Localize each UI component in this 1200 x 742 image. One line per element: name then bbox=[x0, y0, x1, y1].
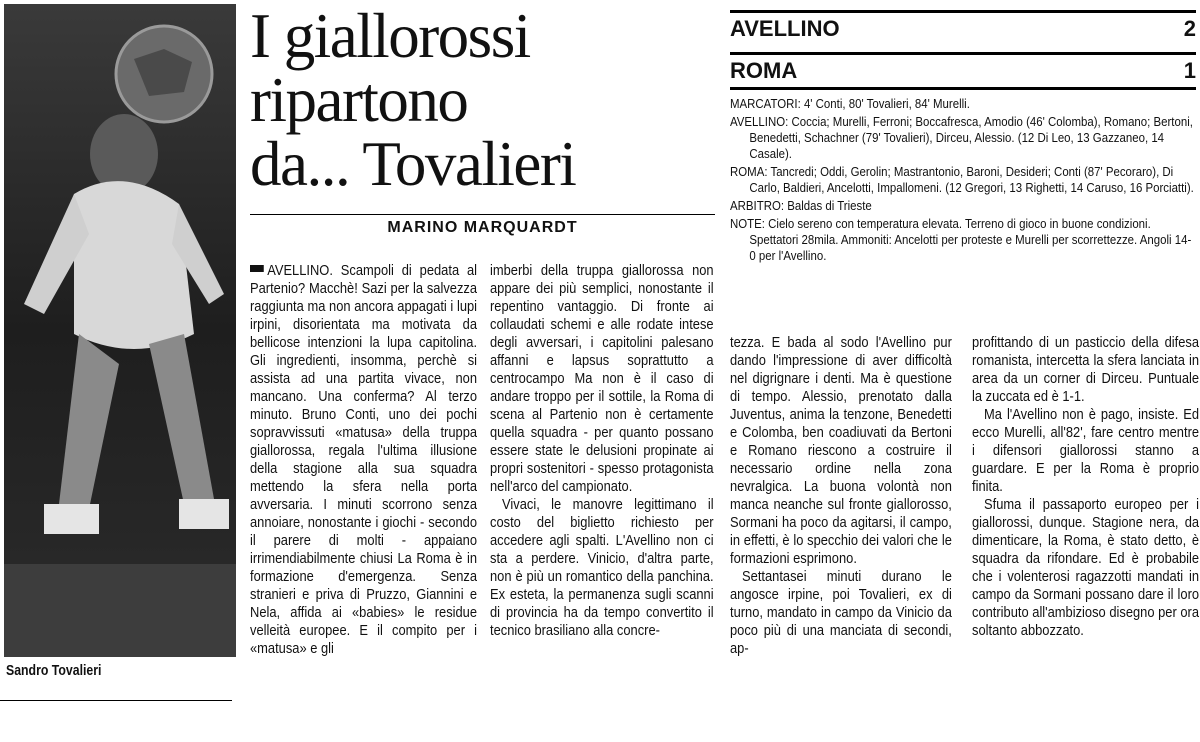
match-sheet-row: NOTE: Cielo sereno con temperatura elevata. Terreno di gioco in buone condizioni. Spettatori 28mila. Ammoniti: Ancelotti per proteste e Murelli per scorrettezze. Angoli 14-0 per l'Avellino. bbox=[730, 216, 1192, 263]
match-sheet-row: MARCATORI: 4' Conti, 80' Tovalieri, 84' Murelli. bbox=[730, 96, 970, 111]
team-score: 1 bbox=[1183, 58, 1196, 83]
section-marker-icon bbox=[250, 265, 264, 272]
headline bbox=[250, 1, 720, 199]
team-score: 2 bbox=[1183, 16, 1196, 41]
paragraph: Vivaci, le manovre legittimano il costo del biglietto richiesto per accedere agli spalti. L'Avellino non ci sta a perdere. Vinicio, d'altra parte, non è più un romantico della panchina. Ex esteta, la permanenza sugli scanni di provincia ha da tempo convertito il tecnico brasiliano alla concre- bbox=[490, 496, 714, 639]
headline-line: ripartono bbox=[250, 65, 468, 135]
match-sheet-row: ARBITRO: Baldas di Trieste bbox=[730, 198, 872, 213]
match-sheet bbox=[730, 96, 1196, 264]
paragraph: tezza. E bada al sodo l'Avellino pur dando l'impressione di aver difficoltà nel digrignare i denti. Ma è questione di tempo. Alessio, prenotato dalla Juventus, anima la tenzone, Benedetti e Colomba, ben coadiuvati da Bertoni e Romano riescono a costruire il necessario ordine nella zona nevralgica. La buona volontà non manca neanche sul fronte giallorosso, Sormani ha poco da agitarsi, il campo, in effetti, è lo specchio dei valori che le formazioni esprimono. bbox=[730, 334, 952, 567]
paragraph: imberbi della truppa giallorossa non appare dei più semplici, nonostante il repentino vantaggio. Di fronte ai collaudati schemi e alle rodate intese degli avversari, i capitolini palesano affanni e lapsus soprattutto a centrocampo Ma non è il caso di andare troppo per il sottile, la Roma di scena al Partenio non è certamente quella squadra - per quanto possano essere state le delusioni propinate ai propri sostenitori - spesso protagonista nell'arco del campionato. bbox=[490, 262, 714, 495]
divider bbox=[250, 214, 715, 215]
paragraph: Ma l'Avellino non è pago, insiste. Ed ecco Murelli, all'82', fare centro mentre i difensori giallorossi stanno a guardare. E per la Roma è proprio finita. bbox=[972, 406, 1200, 495]
team-name: ROMA bbox=[730, 58, 798, 83]
article-column-2 bbox=[490, 262, 714, 742]
divider bbox=[0, 700, 232, 701]
match-sheet-row: AVELLINO: Coccia; Murelli, Ferroni; Boccafresca, Amodio (46' Colomba), Romano; Bertoni, Benedetti, Schachner (79' Tovalieri), Dirceu, Alessio. (12 Di Leo, 13 Gazzaneo, 14 Casale). bbox=[730, 114, 1193, 161]
paragraph: AVELLINO. Scampoli di pedata al Partenio? Macchè! Sazi per la salvezza raggiunta ma non ancora appagati i lupi irpini, disorientata ma motivata da bellicose intenzioni la lupa capitolina. Gli ingredienti, insomma, perchè si assista ad una partita vivace, non mancano. Una conferma? Al terzo minuto. Bruno Conti, uno dei pochi sopravvissuti «matusa» della truppa giallorossa, regala l'ultima illusione della stagione alla sua squadra mettendo la sfera nella porta avversaria. I minuti scorrono senza annoiare, nonostante i giochi - secondo il parere di molti - appaiano irrimendiabilmente chiusi La Roma è in formazione d'emergenza. Senza stranieri e priva di Pruzzo, Giannini e Nela, affida ai «babies» le residue velleità europee. E il compito per i «matusa» e gli bbox=[250, 262, 478, 657]
team-name: AVELLINO bbox=[730, 16, 840, 41]
match-sheet-row: ROMA: Tancredi; Oddi, Gerolin; Mastrantonio, Baroni, Desideri; Conti (87' Pecoraro), Di Carlo, Baldieri, Ancelotti, Impallomeni. (12 Gregori, 13 Righetti, 14 Caruso, 16 Porciatti). bbox=[730, 164, 1194, 195]
paragraph: Sfuma il passaporto europeo per i giallorossi, dunque. Stagione nera, da dimenticare, la Roma, è stato detto, è squadra da rifondare. Ed è probabile che i volenterosi ragazzotti mandati in campo da Sormani possano dare il loro contributo all'ambizioso disegno per ora soltanto abbozzato. bbox=[972, 496, 1200, 639]
byline: MARINO MARQUARDT bbox=[387, 219, 578, 236]
score-row-home bbox=[730, 10, 1196, 45]
article-column-4 bbox=[972, 334, 1199, 734]
paragraph: Settantasei minuti durano le angosce irpine, poi Tovalieri, ex di turno, mandato in campo da Vinicio da poco più di una manciata di secondi, ap- bbox=[730, 568, 952, 657]
article-column-1 bbox=[250, 262, 477, 742]
paragraph: profittando di un pasticcio della difesa romanista, intercetta la sfera lanciata in area da un corner di Dirceu. Puntuale la zuccata ed è 1-1. bbox=[972, 334, 1200, 405]
article-column-3 bbox=[730, 334, 952, 734]
football-player-photo-icon bbox=[4, 4, 236, 657]
score-row-away bbox=[730, 52, 1196, 90]
player-photo bbox=[4, 4, 236, 657]
headline-line: da... Tovalieri bbox=[250, 129, 576, 199]
photo-caption: Sandro Tovalieri bbox=[6, 662, 102, 679]
headline-line: I giallorossi bbox=[250, 1, 530, 71]
